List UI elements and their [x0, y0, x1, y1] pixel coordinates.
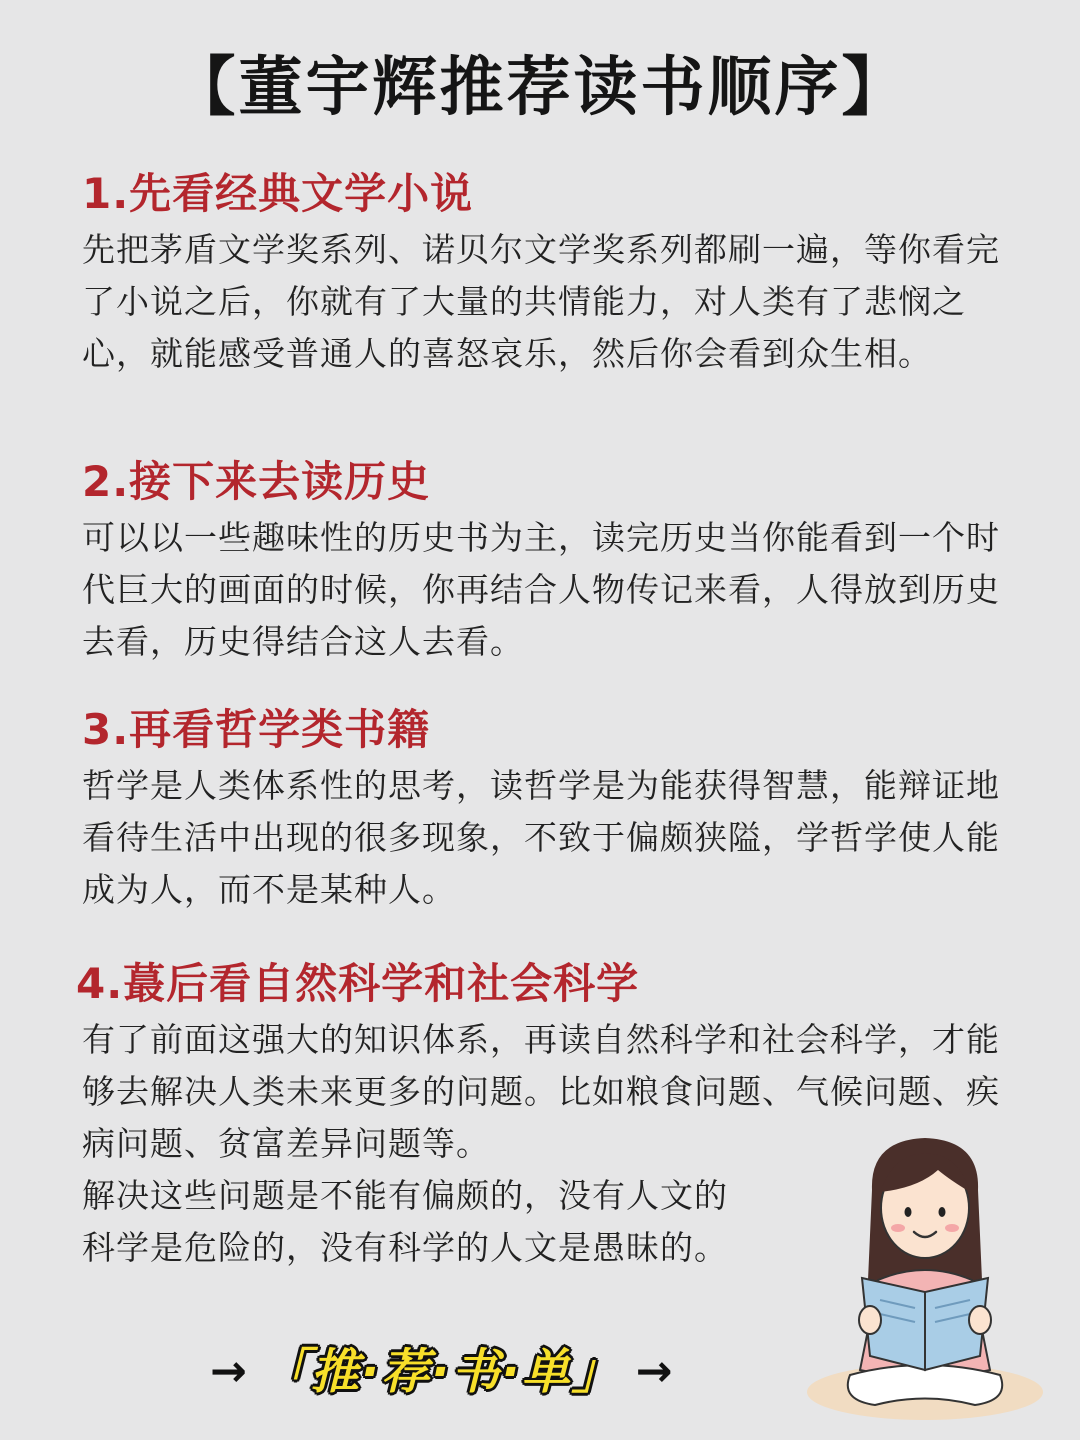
girl-reading-book-illustration	[800, 1130, 1050, 1430]
section-heading: 1.先看经典文学小说	[82, 169, 474, 218]
section-body: 可以以一些趣味性的历史书为主，读完历史当你能看到一个时代巨大的画面的时候，你再结合人物传记来看，人得放到历史去看，历史得结合这人去看。	[82, 518, 1000, 661]
section-philosophy	[82, 702, 1012, 916]
section-body: 哲学是人类体系性的思考，读哲学是为能获得智慧，能辩证地看待生活中出现的很多现象，不致于偏颇狭隘，学哲学使人能成为人，而不是某种人。	[82, 766, 1000, 909]
book-list-label: 「推·荐·书·单」	[260, 1344, 622, 1400]
arrow-right-icon: →	[635, 1346, 673, 1397]
section-body: 有了前面这强大的知识体系，再读自然科学和社会科学，才能够去解决人类未来更多的问题。比如粮食问题、气候问题、疾病问题、贫富差异问题等。	[82, 1020, 1000, 1163]
section-literature	[82, 166, 1012, 380]
section-heading: 4.蕞后看自然科学和社会科学	[76, 959, 640, 1008]
section-body: 先把茅盾文学奖系列、诺贝尔文学奖系列都刷一遍，等你看完了小说之后，你就有了大量的共情能力，对人类有了悲悯之心，就能感受普通人的喜怒哀乐，然后你会看到众生相。	[82, 230, 1000, 373]
section-heading: 2.接下来去读历史	[82, 457, 431, 506]
page-title: 【董宇辉推荐读书顺序】	[171, 51, 909, 125]
section-body-conclusion: 解决这些问题是不能有偏颇的，没有人文的科学是危险的，没有科学的人文是愚昧的。	[82, 1176, 728, 1267]
arrow-right-icon: →	[210, 1346, 247, 1397]
section-heading: 3.再看哲学类书籍	[82, 705, 431, 754]
book-list-link[interactable]	[210, 1340, 672, 1404]
section-history	[82, 454, 1012, 668]
